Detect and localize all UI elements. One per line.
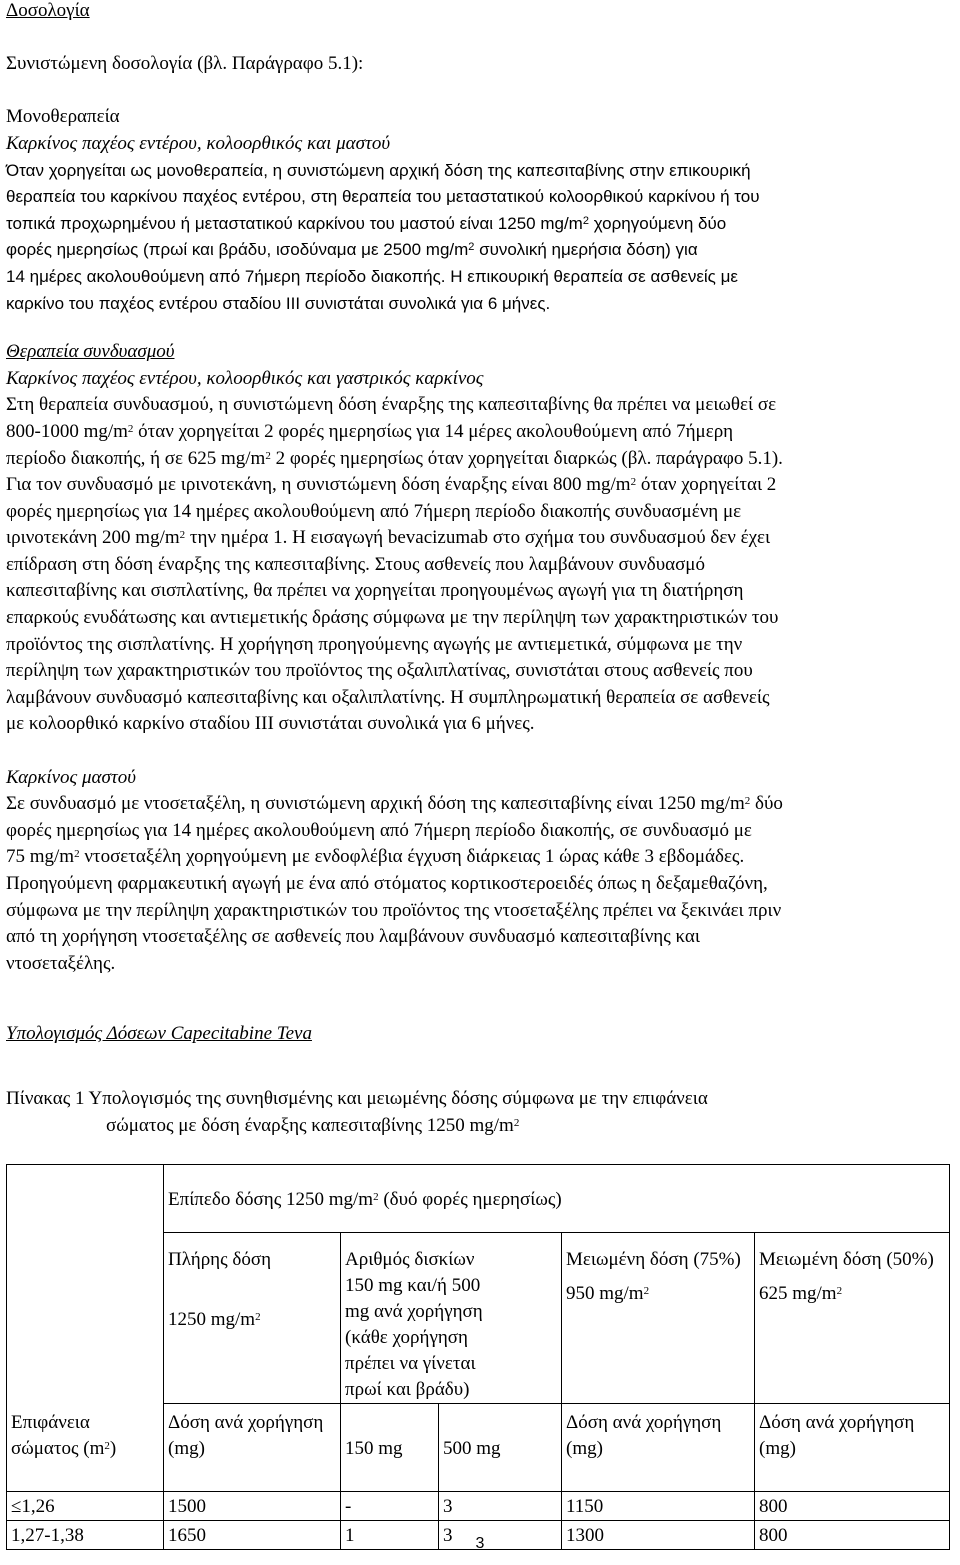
combo-line: προϊόντος της σισπλατίνης. Η χορήγηση προηγούμενης αγωγής με αντιεμετικά, σύμφωνα με την xyxy=(6,633,743,655)
table-cell: 1,27-1,38 xyxy=(7,1521,164,1550)
mg150-header: 150 mg xyxy=(341,1404,439,1492)
table-row xyxy=(7,1404,950,1492)
table-row xyxy=(7,1492,950,1521)
table-cell: 3 xyxy=(439,1492,562,1521)
mono-line: Όταν χορηγείται ως μονοθεραπεία, η συνιστώμενη αρχική δόση της καπεσιταβίνης στην επικουρική xyxy=(6,160,751,180)
table-cell: 1300 xyxy=(562,1521,755,1550)
dose-per-admin-header: Δόση ανά χορήγηση (mg) xyxy=(164,1404,341,1492)
combination-section xyxy=(6,339,954,738)
combo-title: Θεραπεία συνδυασμού xyxy=(6,341,175,363)
calc-title: Υπολογισμός Δόσεων Capecitabine Teva xyxy=(6,1023,312,1045)
combo-line: λαμβάνουν συνδυασμό καπεσιταβίνης και οξαλιπλατίνης. Η συμπληρωματική θεραπεία σε ασθενείς xyxy=(6,686,770,708)
table-cell: 800 xyxy=(755,1492,950,1521)
combo-line: φορές ημερησίως για 14 ημέρες ακολουθούμενη από 7ήμερη περίοδο διακοπής συνδυασμένη με xyxy=(6,500,742,522)
table-cell: - xyxy=(341,1492,439,1521)
dose-per-admin-header: Δόση ανά χορήγηση (mg) xyxy=(755,1404,950,1492)
combo-line: Στη θεραπεία συνδυασμού, η συνιστώμενη δόση έναρξης της καπεσιταβίνης θα πρέπει να μειωθεί σε xyxy=(6,394,777,416)
table-cell: 1150 xyxy=(562,1492,755,1521)
combo-line: 800-1000 $mg/m^2$ όταν χορηγείται 2 φορές ημερησίως για 14 μέρες ακολουθούμενη από 7ήμερη xyxy=(6,420,734,442)
mono-line: 14 ημέρες ακολουθούμενη από 7ήμερη περίοδο διακοπής. Η επικουρική θεραπεία σε ασθενείς με xyxy=(6,266,738,286)
reduced-50-header: Μειωμένη δόση (50%) 625 $mg/m^2$ xyxy=(755,1233,950,1404)
breast-title: Καρκίνος μαστού xyxy=(6,766,136,788)
table-caption-line-1: Πίνακας 1 Υπολογισμός της συνηθισμένης και μειωμένης δόσης σύμφωνα με την επιφάνεια xyxy=(6,1087,708,1109)
breast-line: από τη χορήγηση ντοσεταξέλης σε ασθενείς που λαμβάνουν συνδυασμό καπεσιταβίνης και xyxy=(6,926,700,948)
table-cell: 3 xyxy=(439,1521,562,1550)
combo-line: επίδραση στη δόση έναρξης της καπεσιταβίνης. Στους ασθενείς που λαμβάνουν συνδυασμό xyxy=(6,553,705,575)
monotherapy-section xyxy=(6,104,954,317)
table-cell: 1500 xyxy=(164,1492,341,1521)
breast-line: Προηγούμενη φαρμακευτική αγωγή με ένα από στόματος κορτικοστεροειδές όπως η δεξαμεθαζόνη, xyxy=(6,873,768,894)
table-row xyxy=(7,1165,950,1233)
page-number: 3 xyxy=(475,1535,485,1552)
table-cell: 800 xyxy=(755,1521,950,1550)
mono-line: τοπικά προχωρημένου ή μεταστατικού καρκίνου του μαστού είναι 1250 $mg/m^2$ χορηγούμενη δύο xyxy=(6,213,727,233)
breast-section xyxy=(6,765,954,978)
intro-text: Συνιστώμενη δοσολογία (βλ. Παράγραφο 5.1): xyxy=(6,53,364,75)
combo-line: επαρκούς ενυδάτωσης και αντιεμετικής δράσης σύμφωνα με την περίληψη των χαρακτηριστικών του xyxy=(6,607,779,629)
table-cell: ≤1,26 xyxy=(7,1492,164,1521)
reduced-75-header: Μειωμένη δόση (75%) 950 $mg/m^2$ xyxy=(562,1233,755,1404)
breast-line: Σε συνδυασμό με ντοσεταξέλη, η συνιστώμενη αρχική δόση της καπεσιταβίνης είναι 1250 $mg/m^2$ δύο xyxy=(6,793,783,815)
breast-line: φορές ημερησίως για 14 ημέρες ακολουθούμενη από 7ήμερη περίοδο διακοπής, σε συνδυασμό με xyxy=(6,819,752,841)
combo-line: περίοδο διακοπής, ή σε 625 $mg/m^2$ 2 φορές ημερησίως όταν χορηγείται διαρκώς (βλ. παράγραφο 5.1). xyxy=(6,447,783,469)
mono-body xyxy=(6,158,954,318)
combo-line: καπεσιταβίνης και σισπλατίνης, θα πρέπει να χορηγείται προηγουμένως αγωγή για τη διατήρηση xyxy=(6,580,744,602)
table-cell: 1650 xyxy=(164,1521,341,1550)
combo-line: με κολοορθικό καρκίνο σταδίου ΙΙΙ συνιστάται συνολικά για 6 μήνες. xyxy=(6,713,535,735)
tablets-header: Αριθμός δισκίων 150 mg και/ή 500 mg ανά χορήγηση (κάθε χορήγηση πρέπει να γίνεται πρωί και βράδυ) xyxy=(341,1233,562,1404)
bsa-header: Επιφάνεια σώματος $(m^2)$ xyxy=(7,1404,164,1492)
table-row xyxy=(7,1233,950,1404)
dose-table xyxy=(6,1164,950,1550)
dose-per-admin-header: Δόση ανά χορήγηση (mg) xyxy=(562,1404,755,1492)
section-title: Δοσολογία xyxy=(6,0,90,21)
combo-line: ιρινοτεκάνη 200 $mg/m^2$ την ημέρα 1. Η εισαγωγή bevacizumab στο σχήμα του συνδυασμού δεν έχει xyxy=(6,527,771,549)
combo-subtitle: Καρκίνος παχέος εντέρου, κολοορθικός και γαστρικός καρκίνος xyxy=(6,367,484,389)
full-dose-header: Πλήρης δόση 1250 $mg/m^2$ xyxy=(164,1233,341,1404)
combo-line: Για τον συνδυασμό με ιρινοτεκάνη, η συνιστώμενη δόση έναρξης είναι 800 $mg/m^2$ όταν χορηγείται 2 xyxy=(6,474,777,496)
mg500-header: 500 mg xyxy=(439,1404,562,1492)
dose-level-header: Επίπεδο δόσης 1250 $mg/m^2$ (δυό φορές ημερησίως) xyxy=(164,1165,950,1233)
combo-line: περίληψη των χαρακτηριστικών του προϊόντος της οξαλιπλατίνας, συνιστάται στους ασθενείς που xyxy=(6,660,753,682)
mono-line: καρκίνο του παχέος εντέρου σταδίου ΙΙΙ συνιστάται συνολικά για 6 μήνες. xyxy=(6,293,551,313)
breast-line: 75 $mg/m^2$ ντοσεταξέλη χορηγούμενη με ενδοφλέβια έγχυση διάρκειας 1 ώρας κάθε 3 εβδομάδες. xyxy=(6,846,745,868)
mono-subtitle: Καρκίνος παχέος εντέρου, κολοορθικός και μαστού xyxy=(6,132,391,154)
table-caption-line-2: σώματος με δόση έναρξης καπεσιταβίνης 1250 $mg/m^2$ xyxy=(106,1114,520,1136)
breast-line: ντοσεταξέλης. xyxy=(6,952,116,974)
breast-line: σύμφωνα με την περίληψη χαρακτηριστικών του προϊόντος της ντοσεταξέλης πρέπει να ξεκινάει πριν xyxy=(6,899,782,921)
mono-title: Μονοθεραπεία xyxy=(6,106,120,128)
table-cell: 1 xyxy=(341,1521,439,1550)
mono-line: θεραπεία του καρκίνου παχέος εντέρου, στη θεραπεία του μεταστατικού κολοορθικού καρκίνου ή του xyxy=(6,187,760,207)
document-page xyxy=(6,0,954,1139)
mono-line: φορές ημερησίως (πρωί και βράδυ, ισοδύναμα με 2500 $mg/m^2$ συνολική ημερήσια δόση) για xyxy=(6,240,698,260)
